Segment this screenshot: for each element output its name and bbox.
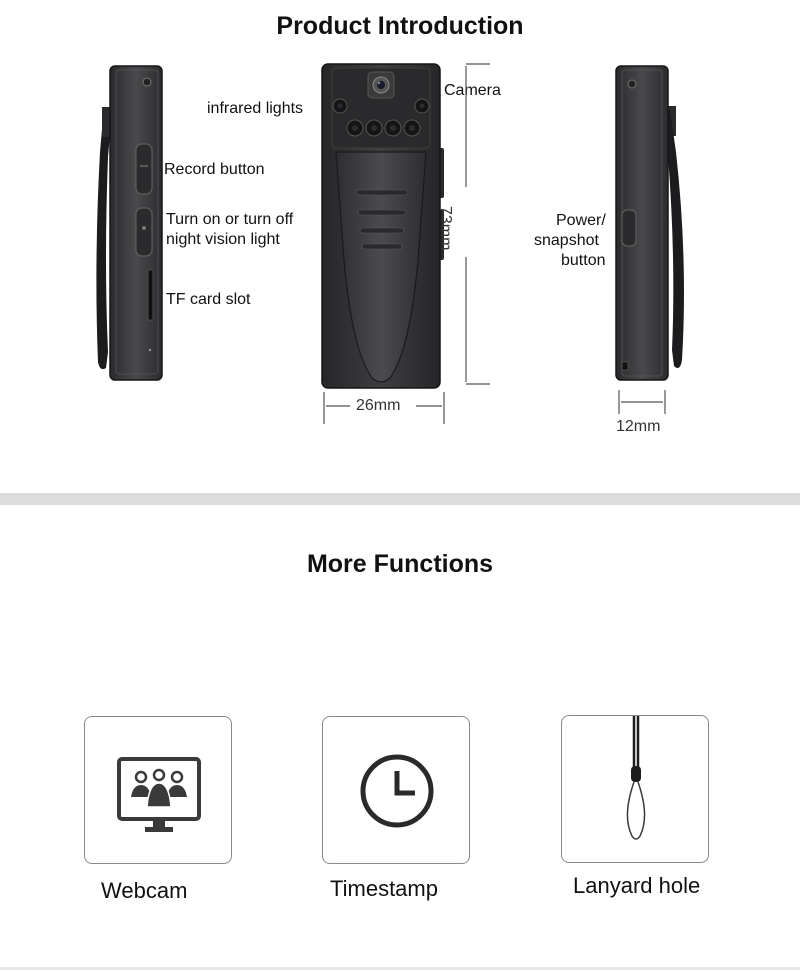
feature-label-lanyard-hole: Lanyard hole [573, 873, 701, 898]
callout-power-line1: Power/ [556, 212, 606, 229]
feature-label-webcam: Webcam [101, 878, 188, 903]
dimension-height-label: 73mm [437, 206, 454, 251]
device-front-view [318, 60, 448, 394]
section-title-product-introduction: Product Introduction [276, 12, 524, 40]
callout-tf-card-slot: TF card slot [166, 291, 251, 308]
feature-card-timestamp [322, 716, 470, 864]
feature-card-lanyard [561, 715, 709, 863]
section-title-more-functions: More Functions [306, 550, 494, 578]
clock-icon [359, 753, 435, 829]
feature-label-timestamp: Timestamp [330, 876, 438, 901]
dimension-height-line [452, 62, 492, 388]
callout-night-vision-line1: Turn on or turn off [166, 211, 294, 228]
dimension-depth-label: 12mm [616, 418, 661, 435]
callout-night-vision-line2: night vision light [166, 231, 280, 248]
feature-card-webcam [84, 716, 232, 864]
callout-power-line3: button [561, 252, 606, 269]
callout-power-line2: snapshot [534, 232, 599, 249]
dimension-width-label: 26mm [356, 397, 401, 414]
section-divider [0, 493, 800, 505]
device-right-side-view [610, 60, 692, 386]
callout-infrared-lights: infrared lights [207, 100, 304, 117]
callout-camera: Camera [444, 82, 501, 99]
device-left-side-view [92, 62, 167, 384]
webcam-icon [117, 757, 201, 837]
callout-record-button: Record button [164, 161, 265, 178]
dimension-depth-line [617, 390, 669, 416]
bottom-divider [0, 967, 800, 970]
lanyard-icon [612, 716, 662, 844]
